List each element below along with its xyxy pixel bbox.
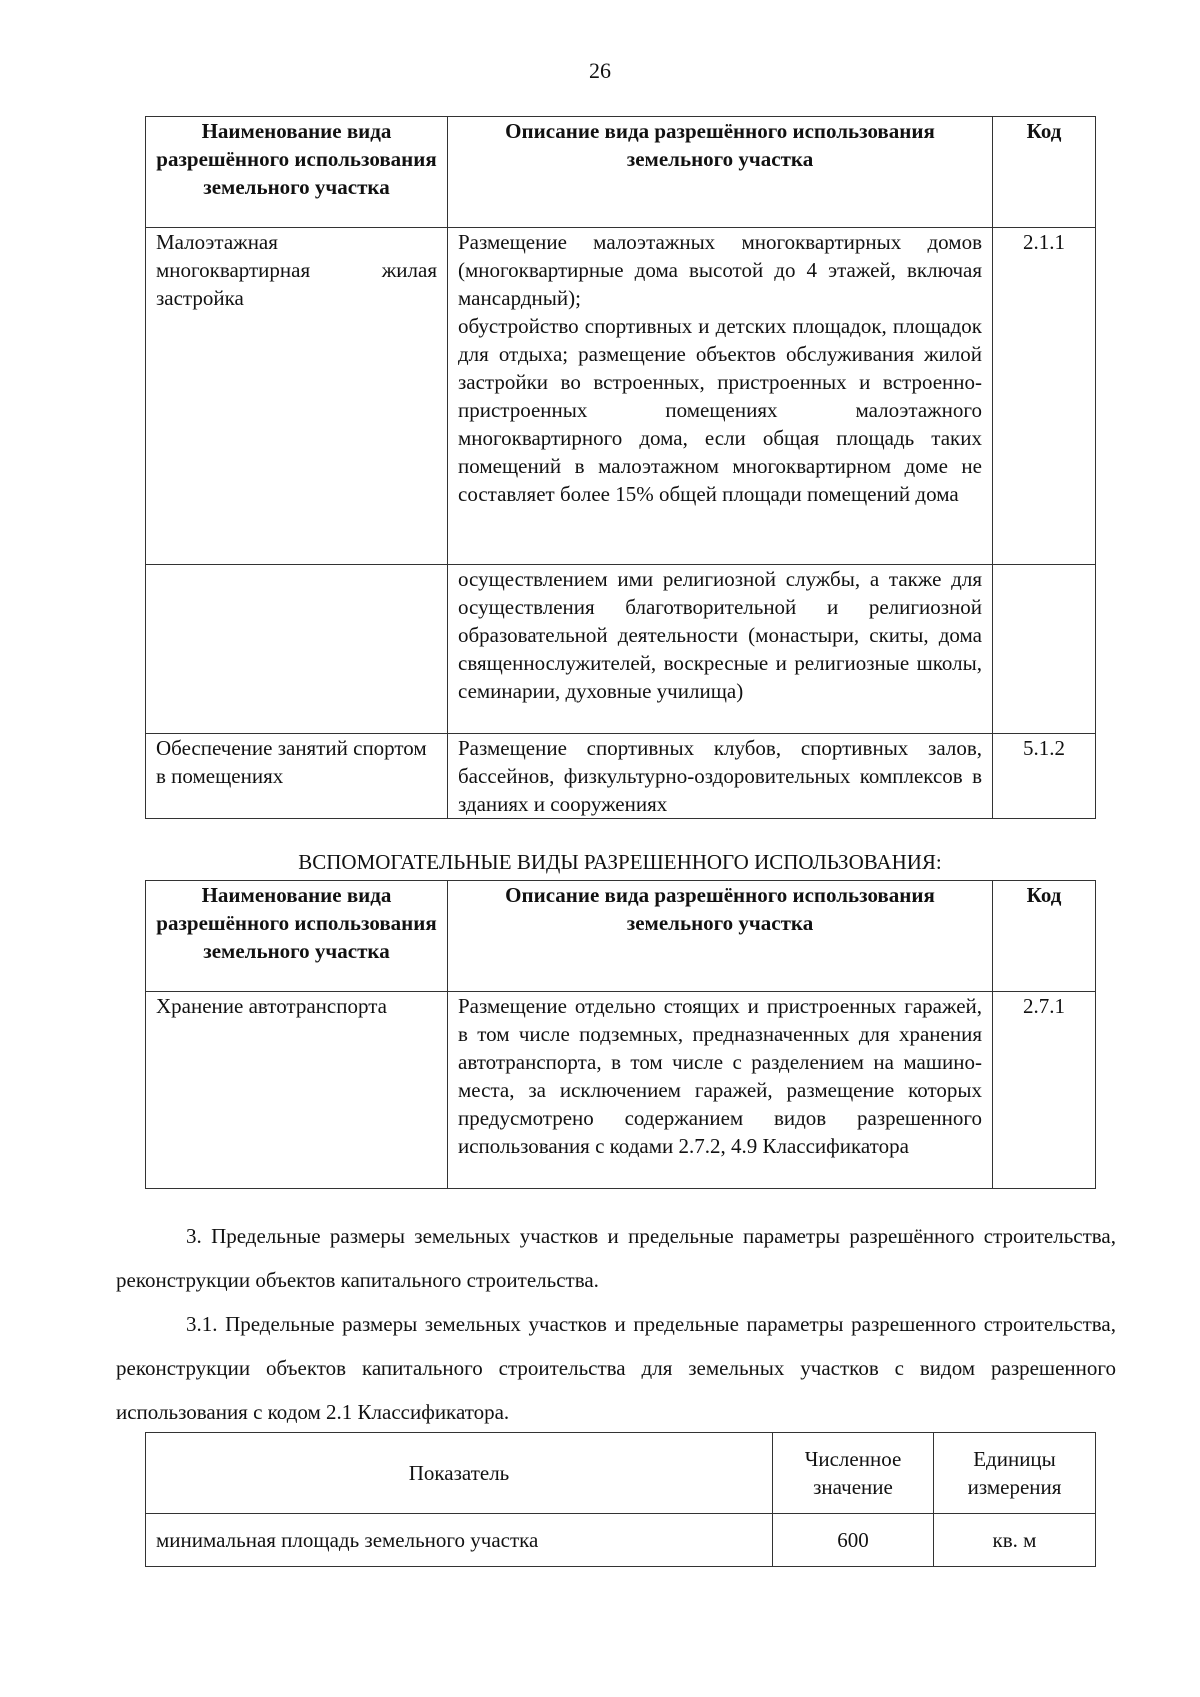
- header-unit: Единицы измерения: [934, 1433, 1096, 1514]
- row-code: [993, 565, 1096, 734]
- row-description: Размещение отдельно стоящих и пристроенных гаражей, в том числе подземных, предназначенных для хранения автотранспорта, в том числе с разделением на машино-места, за исключением гаражей, размещение которых предусмотрено содержанием видов разрешенного использования с кодами 2.7.2, 4.9 Классификатора: [448, 992, 993, 1189]
- row-unit: кв. м: [934, 1514, 1096, 1567]
- parameters-table: [145, 1432, 1096, 1567]
- paragraph-3-1: 3.1. Предельные размеры земельных участков и предельные параметры разрешенного строительства, реконструкции объектов капитального строительства для земельных участков с видом разрешенного использования с кодом 2.1 Классификатора.: [116, 1312, 1116, 1424]
- row-code: 2.1.1: [993, 228, 1096, 565]
- table-header-row: [146, 1433, 1096, 1514]
- row-description: осуществлением ими религиозной службы, а также для осуществления благотворительной и религиозной образовательной деятельности (монастыри, скиты, дома священнослужителей, воскресные и религиозные школы, семинарии, духовные училища): [448, 565, 993, 734]
- table-header-row: [146, 881, 1096, 992]
- row-name: [146, 565, 448, 734]
- table-row: [146, 734, 1096, 819]
- page-number: 26: [589, 58, 611, 83]
- table-row: [146, 565, 1096, 734]
- auxiliary-use-table: [145, 880, 1096, 1189]
- permitted-use-table: [145, 116, 1096, 819]
- table-row: [146, 992, 1096, 1189]
- row-description: Размещение малоэтажных многоквартирных домов (многоквартирные дома высотой до 4 этажей, включая мансардный); обустройство спортивных и детских площадок, площадок для отдыха; размещение объектов обслуживания жилой застройки во встроенных, пристроенных и встроенно-пристроенных помещениях малоэтажного многоквартирного дома, если общая площадь таких помещений в малоэтажном многоквартирном доме не составляет более 15% общей площади помещений дома: [448, 228, 993, 565]
- paragraph-3: 3. Предельные размеры земельных участков и предельные параметры разрешённого строительства, реконструкции объектов капитального строительства.: [116, 1224, 1116, 1292]
- header-value: Численное значение: [773, 1433, 934, 1514]
- table-row: [146, 1514, 1096, 1567]
- row-name: Малоэтажная многоквартирная жилая застройка: [146, 228, 448, 565]
- row-value: 600: [773, 1514, 934, 1567]
- header-code: Код: [993, 881, 1096, 992]
- row-name: Обеспечение занятий спортом в помещениях: [146, 734, 448, 819]
- header-name: Наименование вида разрешённого использования земельного участка: [146, 117, 448, 228]
- row-description: Размещение спортивных клубов, спортивных залов, бассейнов, физкультурно-оздоровительных комплексов в зданиях и сооружениях: [448, 734, 993, 819]
- header-name: Наименование вида разрешённого использования земельного участка: [146, 881, 448, 992]
- header-indicator: Показатель: [146, 1433, 773, 1514]
- table-row: [146, 228, 1096, 565]
- table-header-row: [146, 117, 1096, 228]
- row-name: Хранение автотранспорта: [146, 992, 448, 1189]
- auxiliary-uses-heading: ВСПОМОГАТЕЛЬНЫЕ ВИДЫ РАЗРЕШЕННОГО ИСПОЛЬЗОВАНИЯ:: [298, 850, 942, 874]
- row-code: 5.1.2: [993, 734, 1096, 819]
- header-description: Описание вида разрешённого использования земельного участка: [448, 881, 993, 992]
- header-code: Код: [993, 117, 1096, 228]
- header-description: Описание вида разрешённого использования земельного участка: [448, 117, 993, 228]
- row-code: 2.7.1: [993, 992, 1096, 1189]
- row-indicator: минимальная площадь земельного участка: [146, 1514, 773, 1567]
